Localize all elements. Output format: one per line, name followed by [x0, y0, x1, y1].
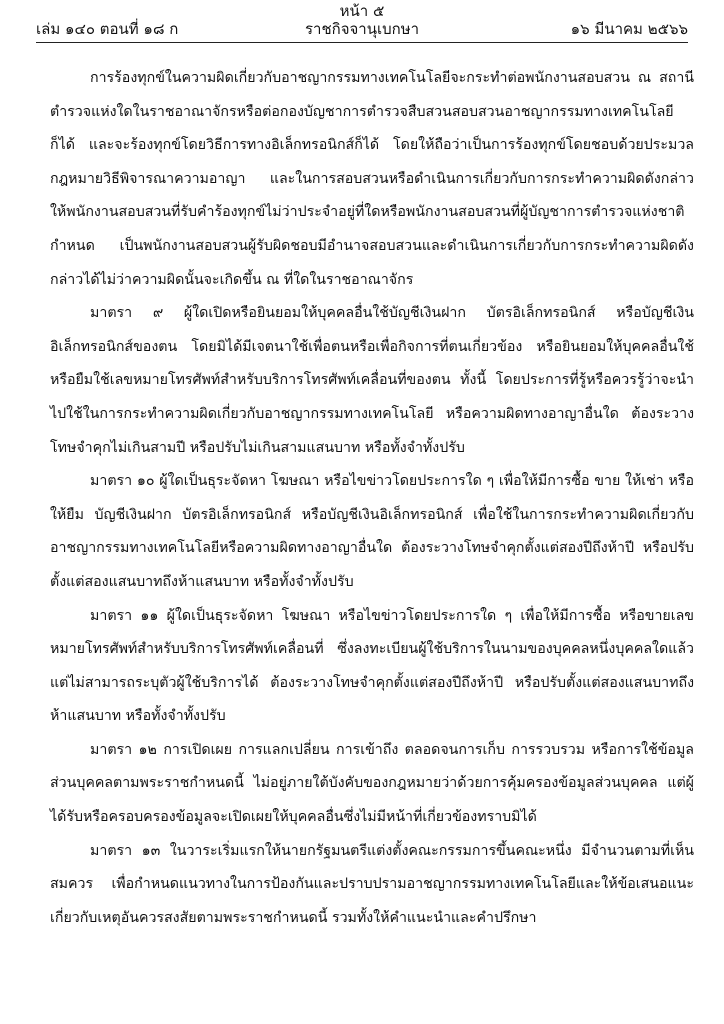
body-text [50, 62, 694, 935]
paragraph-section-10: มาตรา ๑๐ ผู้ใดเป็นธุระจัดหา โฆษณา หรือไขข่าวโดยประการใด ๆ เพื่อให้มีการซื้อ ขาย ให้เช่า หรือให้ยืม บัญชีเงินฝาก บัตรอิเล็กทรอนิกส์ หรือบัญชีเงินอิเล็กทรอนิกส์ เพื่อใช้ในการกระทำความผิดเกี่ยวกับอาชญากรรมทางเทคโนโลยีหรือความผิดทางอาญาอื่นใด ต้องระวางโทษจำคุกตั้งแต่สองปีถึงห้าปี หรือปรับตั้งแต่สองแสนบาทถึงห้าแสนบาท หรือทั้งจำทั้งปรับ [50, 473, 694, 590]
page-number: หน้า ๕ [339, 2, 385, 20]
publication-date: ๑๖ มีนาคม ๒๕๖๖ [570, 20, 688, 38]
volume-info: เล่ม ๑๔๐ ตอนที่ ๑๘ ก [36, 20, 179, 38]
paragraph-section-9: มาตรา ๙ ผู้ใดเปิดหรือยินยอมให้บุคคลอื่นใช้บัญชีเงินฝาก บัตรอิเล็กทรอนิกส์ หรือบัญชีเงินอิเล็กทรอนิกส์ของตน โดยมิได้มีเจตนาใช้เพื่อตนหรือเพื่อกิจการที่ตนเกี่ยวข้อง หรือยินยอมให้บุคคลอื่นใช้หรือยืมใช้เลขหมายโทรศัพท์สำหรับบริการโทรศัพท์เคลื่อนที่ของตน ทั้งนี้ โดยประการที่รู้หรือควรรู้ว่าจะนำไปใช้ในการกระทำความผิดเกี่ยวกับอาชญากรรมทางเทคโนโลยี หรือความผิดทางอาญาอื่นใด ต้องระวางโทษจำคุกไม่เกินสามปี หรือปรับไม่เกินสามแสนบาท หรือทั้งจำทั้งปรับ [50, 305, 694, 456]
publication-title: ราชกิจจานุเบกษา [304, 20, 420, 38]
paragraph-section-13: มาตรา ๑๓ ในวาระเริ่มแรกให้นายกรัฐมนตรีแต่งตั้งคณะกรรมการขึ้นคณะหนึ่ง มีจำนวนตามที่เห็นสมควร เพื่อกำหนดแนวทางในการป้องกันและปราบปรามอาชญากรรมทางเทคโนโลยีและให้ข้อเสนอแนะเกี่ยวกับเหตุอันควรสงสัยตามพระราชกำหนดนี้ รวมทั้งให้คำแนะนำและคำปรึกษา [50, 842, 694, 926]
paragraph-complaint-procedure: การร้องทุกข์ในความผิดเกี่ยวกับอาชญากรรมทางเทคโนโลยีจะกระทำต่อพนักงานสอบสวน ณ สถานีตำรวจแห่งใดในราชอาณาจักรหรือต่อกองบัญชาการตำรวจสืบสวนสอบสวนอาชญากรรมทางเทคโนโลยีก็ได้ และจะร้องทุกข์โดยวิธีการทางอิเล็กทรอนิกส์ก็ได้ โดยให้ถือว่าเป็นการร้องทุกข์โดยชอบด้วยประมวลกฎหมายวิธีพิจารณาความอาญา และในการสอบสวนหรือดำเนินการเกี่ยวกับการกระทำความผิดดังกล่าว ให้พนักงานสอบสวนที่รับคำร้องทุกข์ไม่ว่าประจำอยู่ที่ใดหรือพนักงานสอบสวนที่ผู้บัญชาการตำรวจแห่งชาติกำหนด เป็นพนักงานสอบสวนผู้รับผิดชอบมีอำนาจสอบสวนและดำเนินการเกี่ยวกับการกระทำความผิดดังกล่าวได้ไม่ว่าความผิดนั้นจะเกิดขึ้น ณ ที่ใดในราชอาณาจักร [50, 70, 694, 288]
paragraph-section-12: มาตรา ๑๒ การเปิดเผย การแลกเปลี่ยน การเข้าถึง ตลอดจนการเก็บ การรวบรวม หรือการใช้ข้อมูลส่วนบุคคลตามพระราชกำหนดนี้ ไม่อยู่ภายใต้บังคับของกฎหมายว่าด้วยการคุ้มครองข้อมูลส่วนบุคคล แต่ผู้ได้รับหรือครอบครองข้อมูลจะเปิดเผยให้บุคคลอื่นซึ่งไม่มีหน้าที่เกี่ยวข้องทราบมิได้ [50, 741, 694, 826]
paragraph-section-11: มาตรา ๑๑ ผู้ใดเป็นธุระจัดหา โฆษณา หรือไขข่าวโดยประการใด ๆ เพื่อให้มีการซื้อ หรือขายเลขหมายโทรศัพท์สำหรับบริการโทรศัพท์เคลื่อนที่ ซึ่งลงทะเบียนผู้ใช้บริการในนามของบุคคลหนึ่งบุคคลใดแล้ว แต่ไม่สามารถระบุตัวผู้ใช้บริการได้ ต้องระวางโทษจำคุกตั้งแต่สองปีถึงห้าปี หรือปรับตั้งแต่สองแสนบาทถึงห้าแสนบาท หรือทั้งจำทั้งปรับ [50, 607, 694, 725]
running-header [36, 18, 688, 43]
